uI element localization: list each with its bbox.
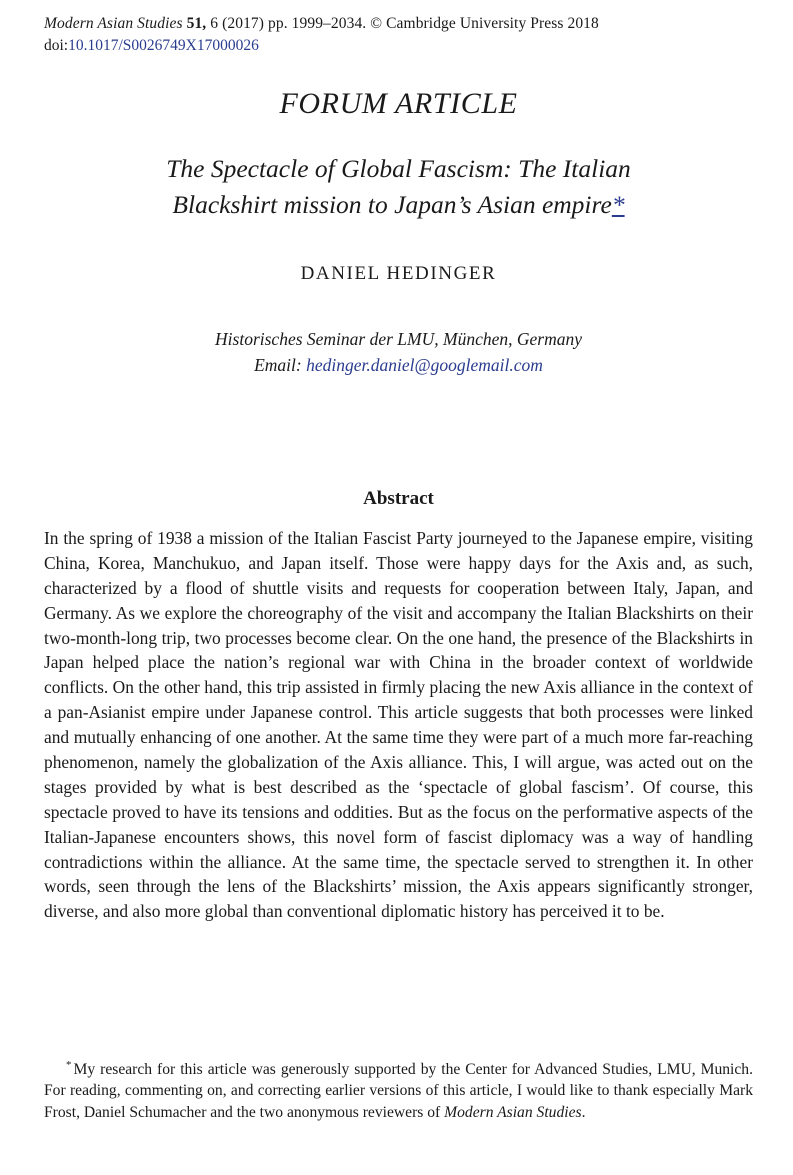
- journal-citation-line: [44, 14, 753, 35]
- author-affiliation: Historisches Seminar der LMU, München, Germany: [215, 329, 582, 350]
- title-line-1: The Spectacle of Global Fascism: The Italian: [166, 153, 631, 183]
- footnote-journal-title: Modern Asian Studies: [444, 1103, 582, 1121]
- journal-copyright: © Cambridge University Press 2018: [370, 15, 599, 32]
- footnote-text-part-1: My research for this article was generously supported by the Center for Advanced Studies, LMU, Munich. For reading, commenting on, and correcting earlier versions of this article, I would like to thank especially Mark Frost, Daniel Schumacher and the two anonymous reviewers of: [44, 1061, 753, 1121]
- section-label: FORUM ARTICLE: [279, 86, 518, 120]
- journal-issue-year-pages: 6 (2017) pp. 1999–2034.: [210, 15, 367, 32]
- title-footnote-marker[interactable]: *: [611, 190, 625, 220]
- author-name: DANIEL HEDINGER: [300, 263, 497, 285]
- journal-name: Modern Asian Studies: [44, 15, 183, 32]
- footnote: [44, 1058, 753, 1123]
- footnote-marker: *: [66, 1059, 72, 1071]
- abstract-heading: Abstract: [363, 488, 434, 509]
- page-title: [44, 151, 753, 223]
- title-line-2: Blackshirt mission to Japan’s Asian empire: [172, 190, 612, 220]
- abstract-text: In the spring of 1938 a mission of the Italian Fascist Party journeyed to the Japanese empire, visiting China, Korea, Manchukuo, and Japan itself. Those were happy days for the Axis and, as such, characterized by a flood of shuttle visits and requests for cooperation between Italy, Japan, and Germany. As we explore the choreography of the visit and accompany the Italian Blackshirts on their two-month-long trip, two processes become clear. On the one hand, the presence of the Blackshirts in Japan helped place the nation’s regional war with China in the broader context of worldwide conflicts. On the other hand, this trip assisted in firmly placing the new Axis alliance in the context of a pan-Asianist empire under Japanese control. This article suggests that both processes were linked and mutually enhancing of one another. At the same time they were part of a much more far-reaching phenomenon, namely the globalization of the Axis alliance. This, I will argue, was acted out on the stages provided by what is best described as the ‘spectacle of global fascism’. Of course, this spectacle proved to have its tensions and oddities. But as the focus on the performative aspects of the Italian-Japanese encounters shows, this novel form of fascist diplomacy was a way of handling contradictions within the alliance. At the same time, the spectacle served to strengthen it. In other words, seen through the lens of the Blackshirts’ mission, the Axis appears significantly stronger, diverse, and also more global than conventional diplomatic history has perceived it to be.: [44, 528, 753, 922]
- footnote-text-part-2: .: [581, 1103, 586, 1121]
- journal-volume: 51,: [186, 15, 207, 32]
- author-email-line: [44, 353, 753, 378]
- email-label: Email:: [254, 354, 302, 375]
- doi-link[interactable]: 10.1017/S0026749X17000026: [68, 36, 259, 54]
- doi-label: doi:: [44, 36, 69, 54]
- email-link[interactable]: hedinger.daniel@googlemail.com: [306, 354, 543, 375]
- doi-line: [44, 36, 753, 57]
